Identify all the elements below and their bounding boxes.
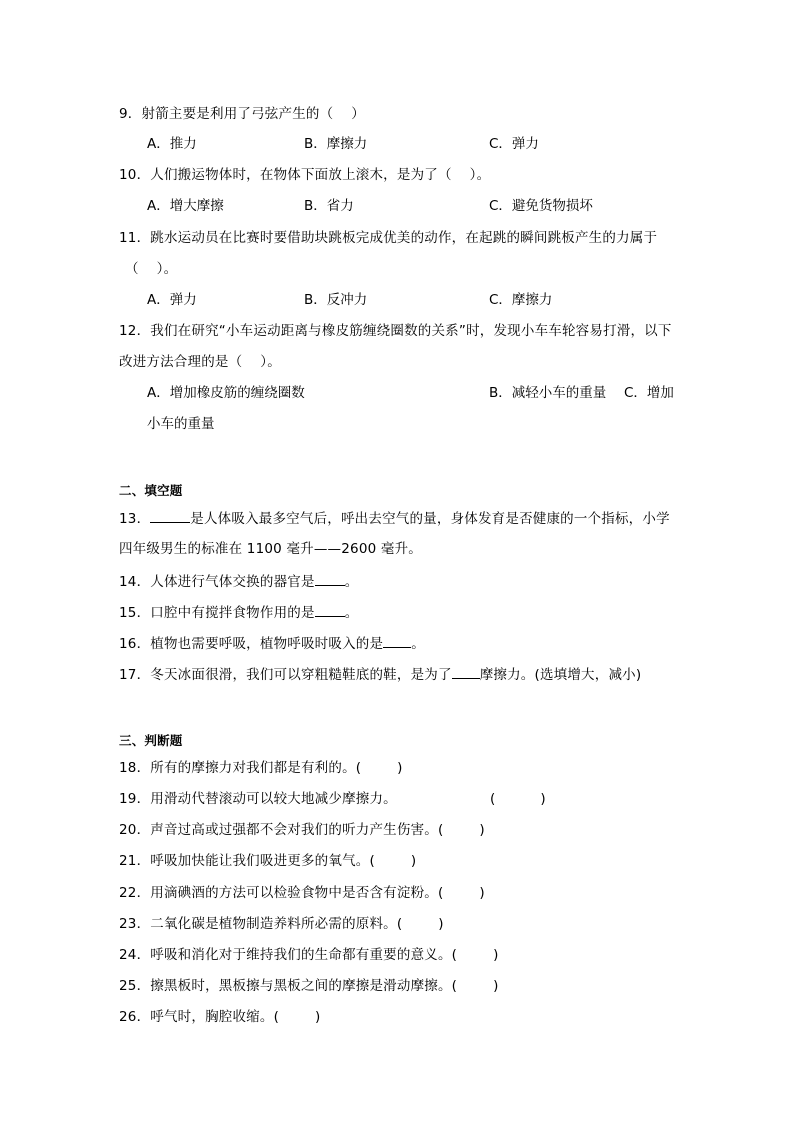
q10-option-b: B．省力 — [304, 198, 354, 214]
q10-option-c: C．避免货物损坏 — [489, 198, 593, 214]
question-21: 21．呼吸加快能让我们吸进更多的氧气。( ) — [119, 853, 417, 869]
q13-blank[interactable] — [150, 508, 190, 523]
q9-option-c: C．弹力 — [489, 136, 539, 152]
question-13-line1 — [119, 508, 670, 529]
question-15 — [119, 602, 358, 623]
question-13-line2: 四年级男生的标准在 1100 毫升——2600 毫升。 — [119, 541, 422, 557]
question-12-stem-line1: 12．我们在研究“小车运动距离与橡皮筋缠绕圈数的关系”时，发现小车车轮容易打滑，以下 — [119, 323, 672, 339]
question-18: 18．所有的摩擦力对我们都是有利的。( ) — [119, 760, 403, 776]
q14-end: 。 — [344, 574, 359, 590]
q10-option-a: A．增大摩擦 — [147, 198, 224, 214]
question-22: 22．用滴碘酒的方法可以检验食物中是否含有淀粉。( ) — [119, 885, 485, 901]
q13-text: 是人体吸入最多空气后，呼出去空气的量，身体发育是否健康的一个指标，小学 — [190, 511, 670, 527]
q14-blank[interactable] — [315, 571, 345, 586]
q11-option-a: A．弹力 — [147, 292, 197, 308]
section-3-heading: 三、判断题 — [119, 733, 183, 748]
question-11-stem-line1: 11．跳水运动员在比赛时要借助块跳板完成优美的动作，在起跳的瞬间跳板产生的力属于 — [119, 230, 658, 246]
q13-number: 13． — [119, 511, 151, 527]
q15-text: 15．口腔中有搅拌食物作用的是 — [119, 605, 315, 621]
question-12-stem-line2: 改进方法合理的是（ ）。 — [119, 354, 281, 370]
q15-end: 。 — [344, 605, 359, 621]
q12-option-b: B．减轻小车的重量 — [489, 385, 607, 401]
question-11-stem-line2: （ ）。 — [125, 261, 178, 277]
q15-blank[interactable] — [315, 602, 345, 617]
question-10-stem: 10．人们搬运物体时，在物体下面放上滚木，是为了（ ）。 — [119, 167, 491, 183]
q12-option-c-continued: 小车的重量 — [147, 416, 215, 432]
q14-text: 14．人体进行气体交换的器官是 — [119, 574, 315, 590]
question-19: 19．用滑动代替滚动可以较大地减少摩擦力。 — [119, 791, 397, 807]
q11-option-b: B．反冲力 — [304, 292, 368, 308]
q17-end: 摩擦力。(选填增大，减小) — [479, 667, 642, 683]
q12-option-a: A．增加橡皮筋的缠绕圈数 — [147, 385, 305, 401]
q16-text: 16．植物也需要呼吸，植物呼吸时吸入的是 — [119, 636, 384, 652]
q17-text: 17．冬天冰面很滑，我们可以穿粗糙鞋底的鞋，是为了 — [119, 667, 452, 683]
question-9-stem: 9．射箭主要是利用了弓弦产生的（ ） — [119, 106, 365, 122]
question-23: 23．二氧化碳是植物制造养料所必需的原料。( ) — [119, 916, 444, 932]
q12-option-c: C．增加 — [624, 385, 674, 401]
question-14 — [119, 571, 358, 592]
question-16 — [119, 633, 425, 654]
question-17 — [119, 664, 641, 685]
question-19-answer-parens[interactable]: ( ) — [490, 791, 546, 807]
section-2-heading: 二、填空题 — [119, 483, 183, 498]
q9-option-b: B．摩擦力 — [304, 136, 368, 152]
question-25: 25．擦黑板时，黑板擦与黑板之间的摩擦是滑动摩擦。( ) — [119, 978, 499, 994]
question-24: 24．呼吸和消化对于维持我们的生命都有重要的意义。( ) — [119, 947, 499, 963]
q11-option-c: C．摩擦力 — [489, 292, 553, 308]
q16-end: 。 — [411, 636, 425, 652]
q16-blank[interactable] — [383, 633, 411, 648]
question-26: 26．呼气时，胸腔收缩。( ) — [119, 1009, 321, 1025]
q17-blank[interactable] — [452, 664, 480, 679]
question-20: 20．声音过高或过强都不会对我们的听力产生伤害。( ) — [119, 822, 485, 838]
q9-option-a: A．推力 — [147, 136, 197, 152]
